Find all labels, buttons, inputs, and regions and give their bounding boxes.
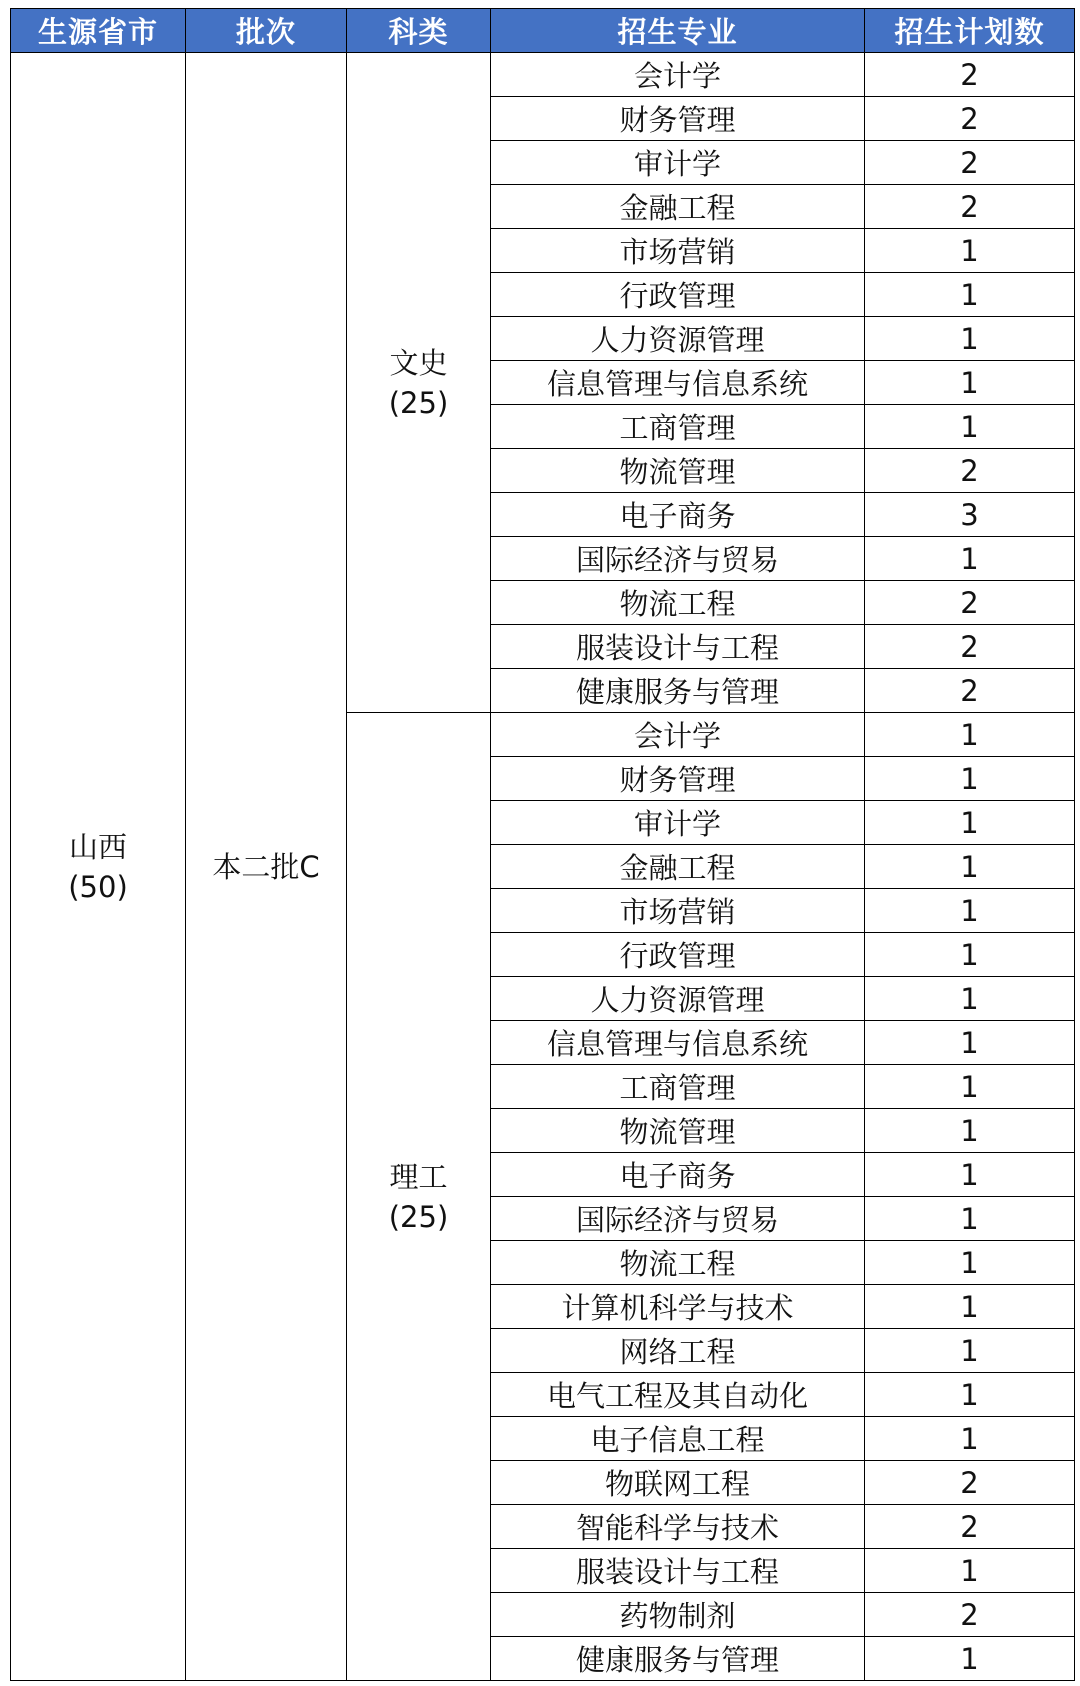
plan-count-cell: 2 — [865, 97, 1075, 141]
plan-count-cell: 1 — [865, 537, 1075, 581]
major-cell: 物流工程 — [491, 581, 865, 625]
category-liberal-arts-cell — [347, 53, 491, 713]
enrollment-plan-table — [10, 8, 1075, 1681]
plan-count-cell: 1 — [865, 1241, 1075, 1285]
major-cell: 电子信息工程 — [491, 1417, 865, 1461]
plan-count-cell: 1 — [865, 1153, 1075, 1197]
plan-count-cell: 2 — [865, 449, 1075, 493]
header-row — [11, 9, 1075, 53]
plan-count-cell: 1 — [865, 1109, 1075, 1153]
major-cell: 国际经济与贸易 — [491, 537, 865, 581]
province-cell — [11, 53, 186, 1681]
category-science-label: 理工 — [389, 1159, 448, 1194]
plan-count-cell: 1 — [865, 801, 1075, 845]
plan-count-cell: 1 — [865, 1329, 1075, 1373]
major-cell: 网络工程 — [491, 1329, 865, 1373]
major-cell: 电子商务 — [491, 493, 865, 537]
major-cell: 国际经济与贸易 — [491, 1197, 865, 1241]
plan-count-cell: 1 — [865, 1285, 1075, 1329]
plan-count-cell: 1 — [865, 273, 1075, 317]
major-cell: 行政管理 — [491, 933, 865, 977]
plan-count-cell: 1 — [865, 1549, 1075, 1593]
plan-count-cell: 2 — [865, 53, 1075, 97]
plan-count-cell: 1 — [865, 713, 1075, 757]
major-cell: 智能科学与技术 — [491, 1505, 865, 1549]
table-header — [11, 9, 1075, 53]
major-cell: 物流管理 — [491, 449, 865, 493]
category-liberal-arts-total: (25) — [388, 385, 449, 420]
plan-count-cell: 1 — [865, 229, 1075, 273]
major-cell: 健康服务与管理 — [491, 669, 865, 713]
plan-count-cell: 1 — [865, 361, 1075, 405]
major-cell: 审计学 — [491, 801, 865, 845]
plan-count-cell: 1 — [865, 1197, 1075, 1241]
plan-count-cell: 1 — [865, 845, 1075, 889]
major-cell: 服装设计与工程 — [491, 625, 865, 669]
plan-count-cell: 1 — [865, 1373, 1075, 1417]
major-cell: 物流管理 — [491, 1109, 865, 1153]
province-total: (50) — [68, 869, 128, 904]
major-cell: 人力资源管理 — [491, 317, 865, 361]
plan-count-cell: 1 — [865, 757, 1075, 801]
major-cell: 工商管理 — [491, 405, 865, 449]
major-cell: 计算机科学与技术 — [491, 1285, 865, 1329]
major-cell: 药物制剂 — [491, 1593, 865, 1637]
major-cell: 服装设计与工程 — [491, 1549, 865, 1593]
major-cell: 财务管理 — [491, 97, 865, 141]
major-cell: 物联网工程 — [491, 1461, 865, 1505]
batch-cell: 本二批C — [186, 53, 347, 1681]
plan-count-cell: 2 — [865, 581, 1075, 625]
major-cell: 会计学 — [491, 713, 865, 757]
table-body — [11, 53, 1075, 1681]
major-cell: 信息管理与信息系统 — [491, 361, 865, 405]
major-cell: 市场营销 — [491, 889, 865, 933]
plan-count-cell: 1 — [865, 1021, 1075, 1065]
enrollment-plan-sheet — [10, 8, 1074, 1681]
table-row — [11, 53, 1075, 97]
major-cell: 市场营销 — [491, 229, 865, 273]
plan-count-cell: 1 — [865, 317, 1075, 361]
major-cell: 审计学 — [491, 141, 865, 185]
header-category: 科类 — [347, 9, 491, 53]
plan-count-cell: 2 — [865, 1593, 1075, 1637]
plan-count-cell: 1 — [865, 1065, 1075, 1109]
major-cell: 会计学 — [491, 53, 865, 97]
province-label: 山西 — [68, 829, 127, 864]
plan-count-cell: 2 — [865, 1461, 1075, 1505]
plan-count-cell: 1 — [865, 1417, 1075, 1461]
plan-count-cell: 1 — [865, 889, 1075, 933]
major-cell: 电子商务 — [491, 1153, 865, 1197]
major-cell: 金融工程 — [491, 845, 865, 889]
plan-count-cell: 1 — [865, 933, 1075, 977]
header-plan: 招生计划数 — [865, 9, 1075, 53]
major-cell: 财务管理 — [491, 757, 865, 801]
major-cell: 信息管理与信息系统 — [491, 1021, 865, 1065]
major-cell: 人力资源管理 — [491, 977, 865, 1021]
plan-count-cell: 2 — [865, 185, 1075, 229]
category-liberal-arts-label: 文史 — [389, 345, 448, 380]
plan-count-cell: 1 — [865, 405, 1075, 449]
major-cell: 健康服务与管理 — [491, 1637, 865, 1681]
plan-count-cell: 1 — [865, 1637, 1075, 1681]
plan-count-cell: 3 — [865, 493, 1075, 537]
major-cell: 物流工程 — [491, 1241, 865, 1285]
header-major: 招生专业 — [491, 9, 865, 53]
plan-count-cell: 2 — [865, 669, 1075, 713]
plan-count-cell: 2 — [865, 625, 1075, 669]
category-science-cell — [347, 713, 491, 1681]
header-batch: 批次 — [186, 9, 347, 53]
major-cell: 电气工程及其自动化 — [491, 1373, 865, 1417]
plan-count-cell: 2 — [865, 141, 1075, 185]
major-cell: 金融工程 — [491, 185, 865, 229]
plan-count-cell: 2 — [865, 1505, 1075, 1549]
header-province: 生源省市 — [11, 9, 186, 53]
major-cell: 工商管理 — [491, 1065, 865, 1109]
major-cell: 行政管理 — [491, 273, 865, 317]
plan-count-cell: 1 — [865, 977, 1075, 1021]
category-science-total: (25) — [388, 1199, 449, 1234]
